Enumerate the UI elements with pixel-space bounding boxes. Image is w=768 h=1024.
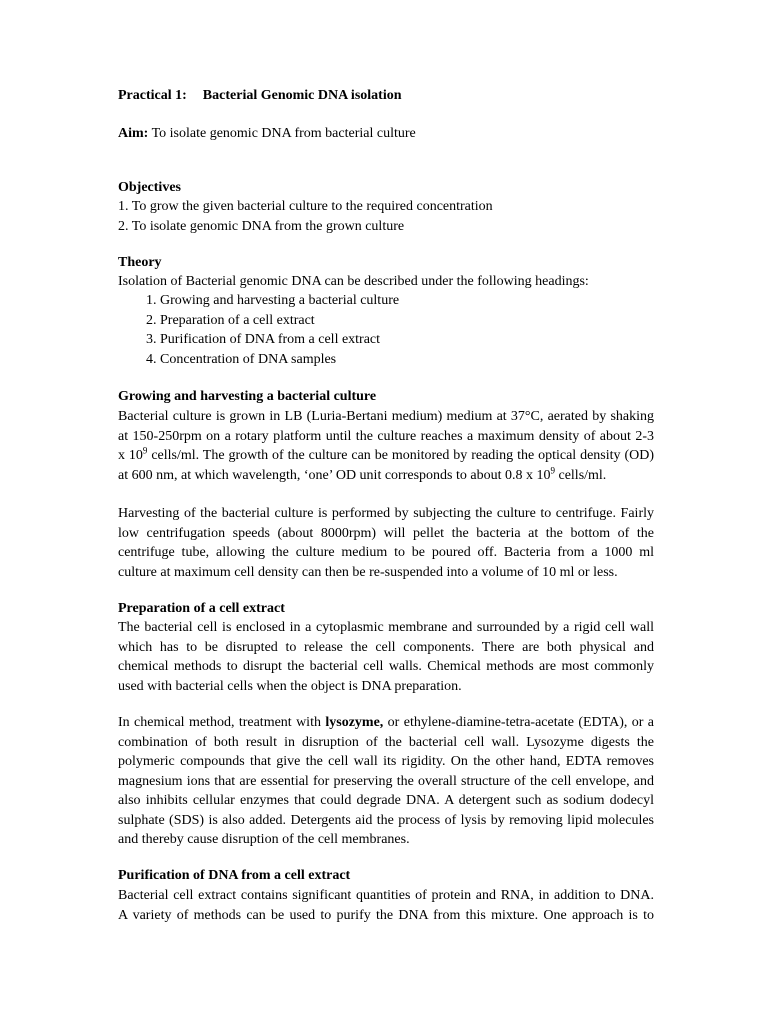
preparation-heading: Preparation of a cell extract [118, 601, 285, 616]
text-line: Bacterial cell extract contains significant quantities of protein and RNA, in addition to DNA. [118, 888, 654, 903]
aim-text: To isolate genomic DNA from bacterial culture [151, 126, 416, 141]
text-line: centrifuge tube, allowing the culture medium to be poured off. Bacteria from a 1000 ml [118, 545, 654, 560]
text-line: Harvesting of the bacterial culture is performed by subjecting the culture to centrifuge. Fairly [118, 506, 654, 521]
purification-heading: Purification of DNA from a cell extract [118, 868, 351, 883]
theory-list-item: 1. Growing and harvesting a bacterial culture [160, 291, 654, 311]
text-line: The bacterial cell is enclosed in a cytoplasmic membrane and surrounded by a rigid cell wall [118, 620, 654, 635]
text-line: chemical methods to disrupt the bacterial cell walls. Chemical methods are most commonly [118, 659, 654, 674]
text-line: at 150-250rpm on a rotary platform until the culture reaches a maximum density of about 2-3 [118, 428, 654, 444]
text-line: polymeric compounds that give the cell wall its rigidity. On the other hand, EDTA removes [118, 754, 654, 769]
growing-paragraph-2 [118, 504, 654, 582]
aim-line [118, 124, 654, 144]
practical-label: Practical 1: [118, 88, 187, 103]
theory-list-item: 2. Preparation of a cell extract [160, 311, 654, 331]
text-line: and thereby cause disruption of the cell membranes. [118, 832, 410, 847]
text-line: at 600 nm, at which wavelength, ‘one’ OD unit corresponds to about 0.8 x $10^9$ cells/ml. [118, 464, 607, 483]
growing-heading: Growing and harvesting a bacterial culture [118, 389, 377, 404]
page-title [118, 86, 654, 106]
purification-paragraph [118, 886, 654, 925]
text-line: low centrifugation speeds (about 8000rpm) will pellet the bacteria at the bottom of the [118, 525, 654, 541]
text-line: A variety of methods can be used to purify the DNA from this mixture. One approach is to [118, 907, 654, 923]
text-line: also inhibits cellular enzymes that could degrade DNA. A detergent such as sodium dodecyl [118, 793, 654, 808]
objectives-heading: Objectives [118, 180, 181, 195]
theory-intro: Isolation of Bacterial genomic DNA can be described under the following headings: [118, 274, 589, 289]
objective-item: 1. To grow the given bacterial culture to the required concentration [118, 199, 493, 214]
objective-item: 2. To isolate genomic DNA from the grown culture [118, 218, 405, 234]
theory-list [118, 291, 654, 369]
lysozyme-term: lysozyme, [325, 715, 384, 730]
text-line: x $10^9$ cells/ml. The growth of the culture can be monitored by reading the optical density (OD) [118, 445, 654, 463]
text-line: combination of both result in disruption of the bacterial cell wall. Lysozyme digests the [118, 734, 654, 750]
aim-label: Aim: [118, 126, 149, 141]
text-line: sulphate (SDS) is also added. Detergents aid the process of lysis by removing lipid molecules [118, 812, 654, 828]
text-line: culture at maximum cell density can then be re-suspended into a volume of 10 ml or less. [118, 564, 618, 580]
text-line: used with bacterial cells when the object is DNA preparation. [118, 678, 462, 694]
theory-list-wrap [118, 291, 654, 369]
text-line: Bacterial culture is grown in LB (Luria-Bertani medium) medium at 37°C, aerated by shaking [118, 409, 654, 424]
preparation-paragraph-2 [118, 713, 654, 850]
growing-paragraph-1 [118, 407, 654, 485]
text-line: magnesium ions that are essential for preserving the overall structure of the cell envelope, and [118, 773, 654, 789]
text-line: which has to be disrupted to release the cell components. There are both physical and [118, 639, 654, 655]
text-line: In chemical method, treatment with lysozyme, or ethylene-diamine-tetra-acetate (EDTA), or a [118, 715, 654, 730]
objectives-list [118, 197, 654, 236]
preparation-paragraph-1 [118, 618, 654, 696]
theory-list-item: 3. Purification of DNA from a cell extract [160, 330, 654, 350]
practical-title: Bacterial Genomic DNA isolation [202, 88, 402, 103]
theory-heading: Theory [118, 255, 162, 270]
theory-list-item: 4. Concentration of DNA samples [160, 350, 654, 370]
